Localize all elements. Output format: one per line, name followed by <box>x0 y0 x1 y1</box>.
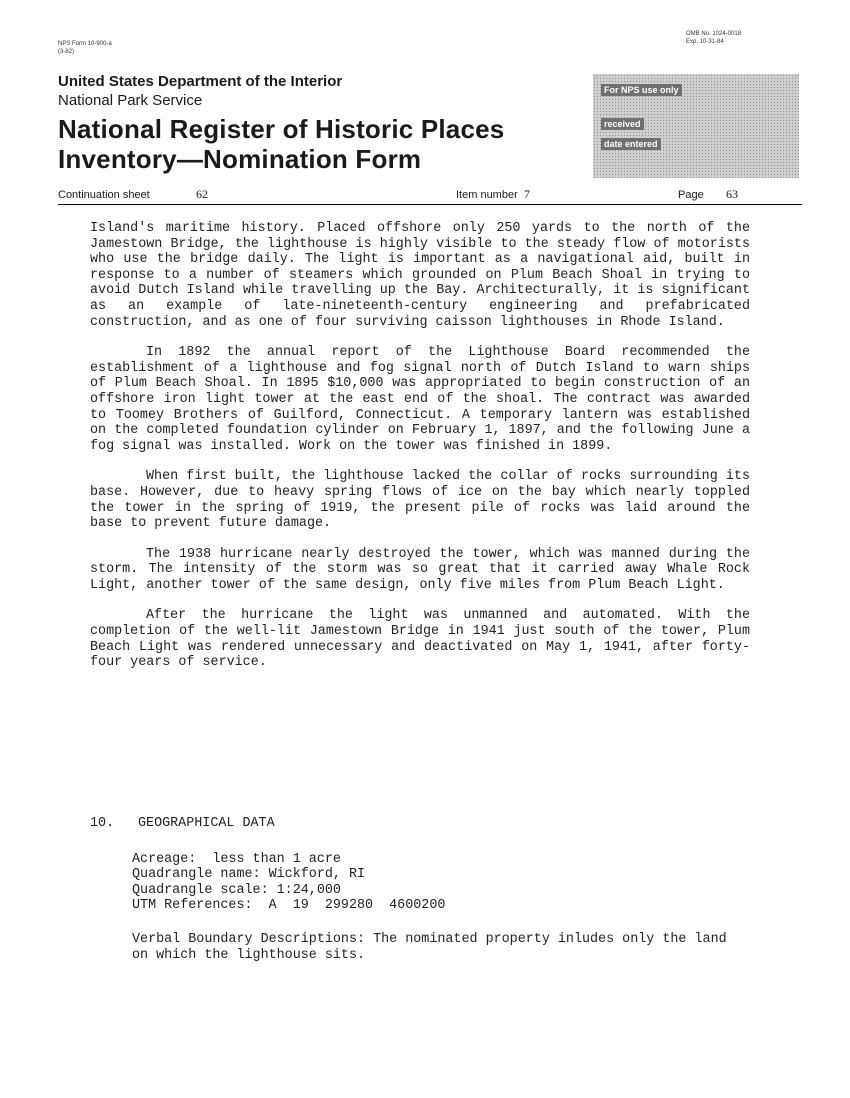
omb-number-line: OMB No. 1024-0018 <box>686 31 742 37</box>
continuation-row <box>58 186 802 205</box>
continuation-sheet-value: 62 <box>196 187 208 201</box>
page-value: 63 <box>726 187 738 201</box>
item-number-label: Item number <box>456 189 518 201</box>
section-title: GEOGRAPHICAL DATA <box>138 816 275 831</box>
narrative-text <box>90 221 750 686</box>
section-heading <box>90 816 750 832</box>
utm-references: UTM References: A 19 299280 4600200 <box>132 898 446 914</box>
section-number: 10. <box>90 816 115 831</box>
paragraph: When first built, the lighthouse lacked the collar of rocks surrounding its base. However, due to heavy spring flows of ice on the bay which nearly toppled the tower in the spring of 1919, the present pile of rocks was laid around the base to prevent future damage. <box>90 469 750 532</box>
received-label: received <box>601 118 644 130</box>
page-label: Page <box>678 189 704 201</box>
nps-use-only-label: For NPS use only <box>601 84 682 96</box>
omb-number <box>686 30 741 46</box>
geo-details <box>132 852 750 914</box>
geographical-data-section <box>90 816 750 963</box>
form-title-line-2: Inventory—Nomination Form <box>58 144 422 174</box>
quadrangle-scale: Quadrangle scale: 1:24,000 <box>132 882 341 898</box>
omb-expiration-line: Exp. 10-31-84 <box>686 39 724 45</box>
form-title <box>58 114 588 174</box>
date-entered-label: date entered <box>601 138 661 150</box>
form-header <box>58 72 588 174</box>
department-name: United States Department of the Interior <box>58 73 343 90</box>
acreage: Acreage: less than 1 acre <box>132 851 341 867</box>
form-number <box>58 40 112 56</box>
paragraph: In 1892 the annual report of the Lighthouse Board recommended the establishment of a lighthouse and fog signal north of Dutch Island to warn ships of Plum Beach Shoal. In 1895 $10,000 was appropriated to begin construction of an offshore iron light tower at the east end of the shoal. The contract was awarded to Toomey Brothers of Guilford, Connecticut. A temporary lantern was established on the completed foundation cylinder on February 1, 1897, and the following June a fog signal was installed. Work on the tower was finished in 1899. <box>90 345 750 454</box>
paragraph: The 1938 hurricane nearly destroyed the tower, which was manned during the storm. The intensity of the storm was so great that it carried away Whale Rock Light, another tower of the same design, only five miles from Plum Beach Light. <box>90 546 750 593</box>
continuation-sheet-label: Continuation sheet <box>58 189 150 201</box>
quadrangle-name: Quadrangle name: Wickford, RI <box>132 867 366 883</box>
nps-use-only-box <box>593 74 799 178</box>
paragraph: After the hurricane the light was unmanned and automated. With the completion of the well-lit Jamestown Bridge in 1941 just south of the tower, Plum Beach Light was rendered unnecessary and deactivated on May 1, 1941, after forty-four years of service. <box>90 608 750 671</box>
item-number-value: 7 <box>524 187 530 201</box>
paragraph: Island's maritime history. Placed offshore only 250 yards to the north of the Jamestown Bridge, the lighthouse is highly visible to the steady flow of motorists who use the bridge daily. The light is important as a navigational aid, built in response to a number of steamers which grounded on Plum Beach Shoal in trying to avoid Dutch Island while travelling up the Bay. Architecturally, it is significant as an example of late-nineteenth-century engineering and prefabricated construction, and as one of four surviving caisson lighthouses in Rhode Island. <box>90 221 750 330</box>
service-name: National Park Service <box>58 92 203 109</box>
form-number-line: NPS Form 10-900-a <box>58 41 112 47</box>
form-date-line: (3-82) <box>58 49 75 55</box>
verbal-boundary-description: Verbal Boundary Descriptions: The nominated property inludes only the land on which the lighthouse sits. <box>132 931 727 963</box>
form-title-line-1: National Register of Historic Places <box>58 114 505 144</box>
